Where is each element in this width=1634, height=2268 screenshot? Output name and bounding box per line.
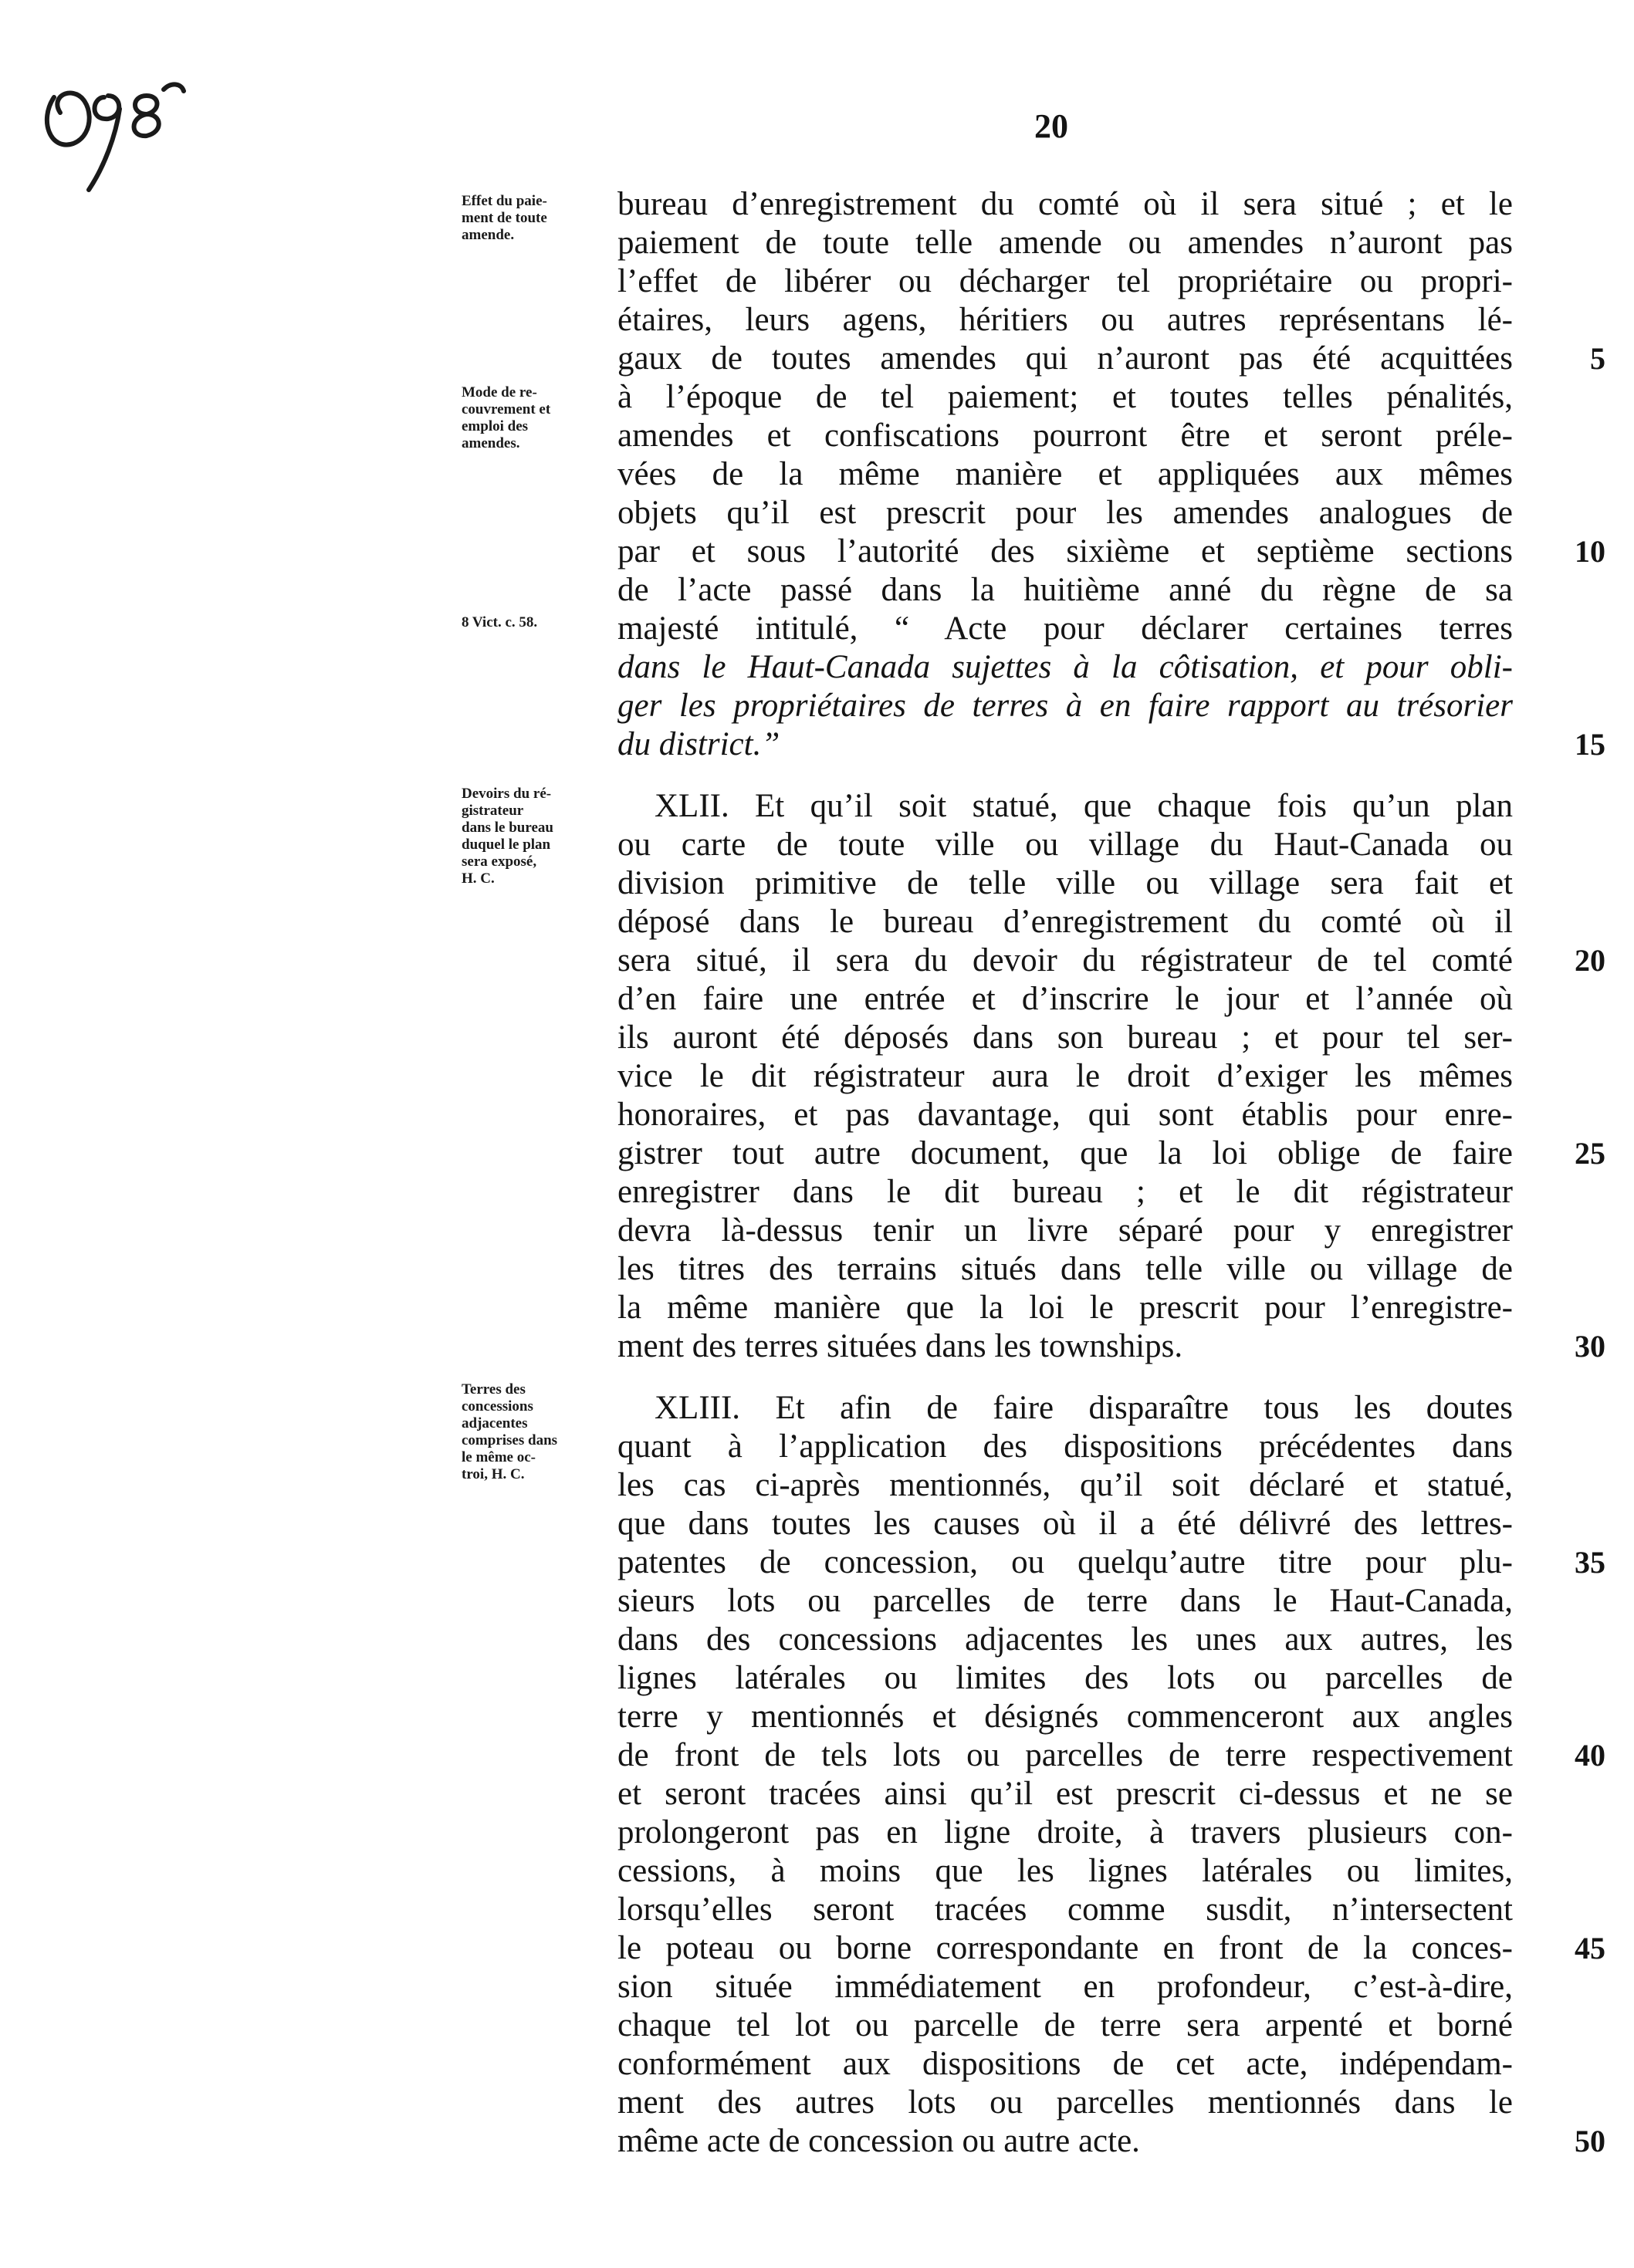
text-line: honoraires, et pas davantage, qui sont établis pour enre- (617, 1097, 1513, 1133)
text-line: conformément aux dispositions de cet acte, indépendam- (617, 2046, 1513, 2082)
text-line: patentes de concession, ou quelqu’autre titre pour plu- (617, 1544, 1513, 1580)
line-number: 10 (1575, 534, 1605, 569)
text-line: bureau d’enregistrement du comté où il sera situé ; et le (617, 186, 1513, 222)
page-number: 20 (1034, 107, 1068, 145)
text-line: paiement de toute telle amende ou amendes n’auront pas (617, 225, 1513, 261)
line-number: 5 (1590, 341, 1605, 376)
text-line: même acte de concession ou autre acte. (617, 2123, 1140, 2159)
text-line: que dans toutes les causes où il a été délivré des lettres- (617, 1506, 1513, 1542)
text-line-italic: dans le Haut-Canada sujettes à la côtisation, et pour obli- (617, 649, 1513, 685)
text-line: ment des terres situées dans les townships. (617, 1328, 1183, 1364)
text-line: déposé dans le bureau d’enregistrement du comté où il (617, 904, 1513, 940)
text-line: ils auront été déposés dans son bureau ; et pour tel ser- (617, 1019, 1513, 1056)
line-number: 50 (1575, 2124, 1605, 2158)
text-line: l’effet de libérer ou décharger tel propriétaire ou propri- (617, 263, 1513, 299)
text-line: vées de la même manière et appliquées aux mêmes (617, 456, 1513, 492)
text-line: les titres des terrains situés dans telle ville ou village de (617, 1251, 1513, 1287)
margin-note-statute-citation: 8 Vict. c. 58. (462, 614, 538, 630)
text-line: le poteau ou borne correspondante en front de la conces- (617, 1930, 1513, 1966)
line-number: 35 (1575, 1545, 1605, 1580)
margin-note-registrar-duties: Devoirs du ré- gistrateur dans le bureau duquel le plan sera exposé, H. C. (462, 786, 553, 887)
section-xlii-first-line: XLII. Et qu’il soit statué, que chaque fois qu’un plan (655, 788, 1513, 824)
text-line: étaires, leurs agens, héritiers ou autres représentans lé- (617, 302, 1513, 338)
text-line: sieurs lots ou parcelles de terre dans le Haut-Canada, (617, 1583, 1513, 1619)
text-line: gaux de toutes amendes qui n’auront pas été acquittées (617, 340, 1513, 377)
section-xliii-first-line: XLIII. Et afin de faire disparaître tous les doutes (655, 1390, 1513, 1426)
text-line: de l’acte passé dans la huitième anné du règne de sa (617, 572, 1513, 608)
text-line: d’en faire une entrée et d’inscrire le jour et l’année où (617, 981, 1513, 1017)
text-line: majesté intitulé, “ Acte pour déclarer certaines terres (617, 610, 1513, 647)
text-line: vice le dit régistrateur aura le droit d’exiger les mêmes (617, 1058, 1513, 1094)
text-line: terre y mentionnés et désignés commenceront aux angles (617, 1698, 1513, 1735)
text-line: sera situé, il sera du devoir du régistrateur de tel comté (617, 942, 1513, 979)
text-line: les cas ci-après mentionnés, qu’il soit déclaré et statué, (617, 1467, 1513, 1503)
text-line: dans des concessions adjacentes les unes aux autres, les (617, 1621, 1513, 1658)
text-line: gistrer tout autre document, que la loi oblige de faire (617, 1135, 1513, 1171)
text-line: chaque tel lot ou parcelle de terre sera arpenté et borné (617, 2007, 1513, 2043)
text-line: à l’époque de tel paiement; et toutes telles pénalités, (617, 379, 1513, 415)
text-line: sion située immédiatement en profondeur, c’est-à-dire, (617, 1969, 1513, 2005)
line-number: 20 (1575, 943, 1605, 978)
margin-note-recouvrement: Mode de re- couvrement et emploi des amendes. (462, 384, 551, 451)
text-line: amendes et confiscations pourront être et seront préle- (617, 417, 1513, 454)
text-line: lorsqu’elles seront tracées comme susdit, n’intersectent (617, 1891, 1513, 1928)
text-line: par et sous l’autorité des sixième et septième sections (617, 533, 1513, 570)
margin-note-paiement: Effet du paie- ment de toute amende. (462, 193, 547, 243)
line-number: 15 (1575, 727, 1605, 762)
text-line: objets qu’il est prescrit pour les amendes analogues de (617, 495, 1513, 531)
text-line-italic: du district.” (617, 726, 780, 762)
text-line: et seront tracées ainsi qu’il est prescrit ci-dessus et ne se (617, 1776, 1513, 1812)
text-line: ment des autres lots ou parcelles mentionnés dans le (617, 2084, 1513, 2121)
line-number: 40 (1575, 1738, 1605, 1773)
text-line: ou carte de toute ville ou village du Haut-Canada ou (617, 826, 1513, 863)
line-number: 25 (1575, 1136, 1605, 1171)
text-line: cessions, à moins que les lignes latérales ou limites, (617, 1853, 1513, 1889)
margin-note-concessions: Terres des concessions adjacentes comprises dans le même oc- troi, H. C. (462, 1381, 558, 1482)
text-line: devra là-dessus tenir un livre séparé pour y enregistrer (617, 1212, 1513, 1249)
handwritten-folio-mark (31, 66, 193, 198)
text-line: lignes latérales ou limites des lots ou parcelles de (617, 1660, 1513, 1696)
text-line: division primitive de telle ville ou village sera fait et (617, 865, 1513, 901)
text-line: la même manière que la loi le prescrit pour l’enregistre- (617, 1289, 1513, 1326)
text-line: quant à l’application des dispositions précédentes dans (617, 1428, 1513, 1465)
line-number: 45 (1575, 1931, 1605, 1965)
text-line-italic: ger les propriétaires de terres à en faire rapport au trésorier (617, 688, 1513, 724)
text-line: prolongeront pas en ligne droite, à travers plusieurs con- (617, 1814, 1513, 1851)
text-line: enregistrer dans le dit bureau ; et le dit régistrateur (617, 1174, 1513, 1210)
line-number: 30 (1575, 1329, 1605, 1364)
text-line: de front de tels lots ou parcelles de terre respectivement (617, 1737, 1513, 1773)
